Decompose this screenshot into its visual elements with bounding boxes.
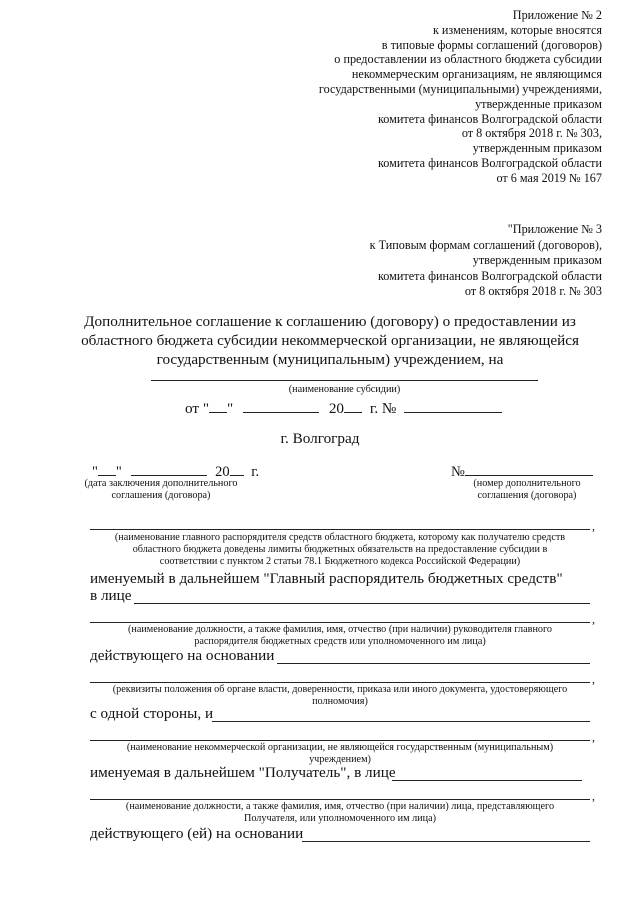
acting-basis-label-2: действующего (ей) на основании (90, 825, 304, 842)
caption-line: полномочия) (312, 696, 368, 708)
agreement-date-line (185, 399, 502, 418)
appendix-line: от 6 мая 2019 № 167 (496, 170, 602, 185)
comma: , (592, 672, 595, 686)
year-prefix: 20 (328, 400, 345, 417)
month-field[interactable] (243, 399, 319, 413)
appendix-line: некоммерческим организациям, не являющимся (351, 67, 602, 82)
caption-line: областного бюджета доведены лимиты бюджетных обязательств на предоставление субсидии в (132, 544, 548, 556)
basis-doc-field[interactable] (90, 682, 590, 683)
caption-line: распорядителя бюджетных средств или уполномоченного им лица) (194, 636, 486, 648)
conclusion-number-field[interactable] (465, 462, 593, 476)
appendix-line: комитета финансов Волгоградской области (378, 111, 602, 126)
conclusion-month-field[interactable] (131, 462, 207, 476)
appendix-inner-line: комитета финансов Волгоградской области (378, 268, 602, 283)
date-prefix: от " (185, 400, 210, 417)
org-caption (90, 742, 590, 766)
subsidy-caption (151, 384, 538, 396)
named-recipient-text: именуемая в дальнейшем "Получатель", в лице (90, 764, 396, 781)
caption-line: (наименование должности, а также фамилия, имя, отчество (при наличии) лица, представляющего (125, 801, 555, 812)
title-line: Дополнительное соглашение к соглашению (договору) о предоставлении из (84, 313, 576, 330)
one-side-label: с одной стороны, и (90, 705, 214, 722)
organization-name-field[interactable] (90, 740, 590, 741)
appendix-line: от 8 октября 2018 г. № 303, (461, 126, 602, 141)
document-title (60, 312, 600, 370)
quote-open: " (92, 464, 98, 480)
comma: , (592, 519, 595, 533)
comma: , (592, 612, 595, 626)
comma: , (592, 789, 595, 803)
acting-basis-label: действующего на основании (90, 647, 275, 664)
quote-close: " (115, 464, 122, 480)
appendix-inner-line: к Типовым формам соглашений (договоров), (369, 237, 602, 252)
appendix-line: в типовые формы соглашений (договоров) (381, 37, 602, 52)
appendix-inner-header (182, 222, 602, 300)
date-quote: " (227, 400, 234, 417)
number-sign: № (451, 464, 465, 480)
distributor-head-field[interactable] (90, 622, 590, 623)
head-caption (90, 624, 590, 648)
conclusion-year-prefix: 20 (215, 464, 230, 480)
caption-line: (дата заключения дополнительного (84, 478, 238, 489)
appendix-inner-line: от 8 октября 2018 г. № 303 (464, 284, 602, 298)
conclusion-year-field[interactable] (230, 462, 244, 476)
appendix-line: к изменениям, которые вносятся (432, 22, 602, 37)
day-field[interactable] (209, 399, 227, 413)
title-line: областного бюджета субсидии некоммерческой организации, не являющейся (81, 332, 579, 350)
distributor-person-field[interactable] (134, 603, 590, 604)
caption-line: соответствии с пунктом 2 статьи 78.1 Бюджетного кодекса Российской Федерации) (159, 556, 521, 568)
named-distributor-text: именуемый в дальнейшем "Главный распорядитель бюджетных средств" (90, 570, 563, 587)
organization-field[interactable] (212, 721, 590, 722)
caption-line: Получателя, или уполномоченного им лица) (243, 813, 437, 825)
distributor-caption (90, 532, 590, 569)
caption-line: (наименование должности, а также фамилия, имя, отчество (при наличии) руководителя главного (127, 624, 553, 635)
appendix-header (182, 8, 602, 186)
recipient-basis-field[interactable] (302, 841, 590, 842)
number-label: г. № (369, 400, 397, 417)
appendix-line: комитета финансов Волгоградской области (378, 155, 602, 170)
appendix-line: утвержденные приказом (475, 96, 602, 111)
caption-line: (реквизиты положения об органе власти, доверенности, приказа или иного документа, удостоверяющего (112, 684, 568, 695)
subsidy-name-field[interactable] (151, 380, 538, 381)
caption-line: (наименование некоммерческой организации, не являющейся государственным (муниципальным) (126, 742, 554, 753)
year-field[interactable] (344, 399, 362, 413)
title-line: государственным (муниципальным) учреждением, на (156, 351, 504, 369)
caption-line: соглашения (договора) (111, 490, 211, 502)
city: г. Волгоград (280, 430, 360, 447)
appendix-inner-line: утвержденным приказом (472, 253, 602, 267)
agreement-number-field[interactable] (404, 399, 502, 413)
conclusion-day-field[interactable] (98, 462, 116, 476)
comma: , (592, 730, 595, 744)
conclusion-g: г. (251, 464, 260, 480)
caption-line: соглашения (договора) (477, 490, 577, 502)
distributor-name-field[interactable] (90, 529, 590, 530)
appendix-line: Приложение № 2 (512, 8, 602, 22)
appendix-line: государственными (муниципальными) учреждениями, (318, 81, 602, 96)
caption-line: (номер дополнительного (473, 478, 581, 489)
appendix-line: о предоставлении из областного бюджета субсидии (334, 52, 602, 67)
recipient-person-field[interactable] (392, 780, 582, 781)
basis-field[interactable] (277, 663, 590, 664)
caption-line: учреждением) (309, 754, 371, 766)
rep-caption (90, 801, 590, 825)
conclusion-date-caption (76, 478, 246, 502)
appendix-line: утвержденным приказом (472, 141, 602, 156)
conclusion-number-caption (452, 478, 602, 502)
in-person-label: в лице (90, 587, 132, 604)
subsidy-caption-text: (наименование субсидии) (288, 384, 401, 395)
caption-line: (наименование главного распорядителя средств областного бюджета, которому как получателю средств (114, 532, 566, 543)
recipient-rep-field[interactable] (90, 799, 590, 800)
appendix-inner-line: "Приложение № 3 (507, 222, 602, 236)
